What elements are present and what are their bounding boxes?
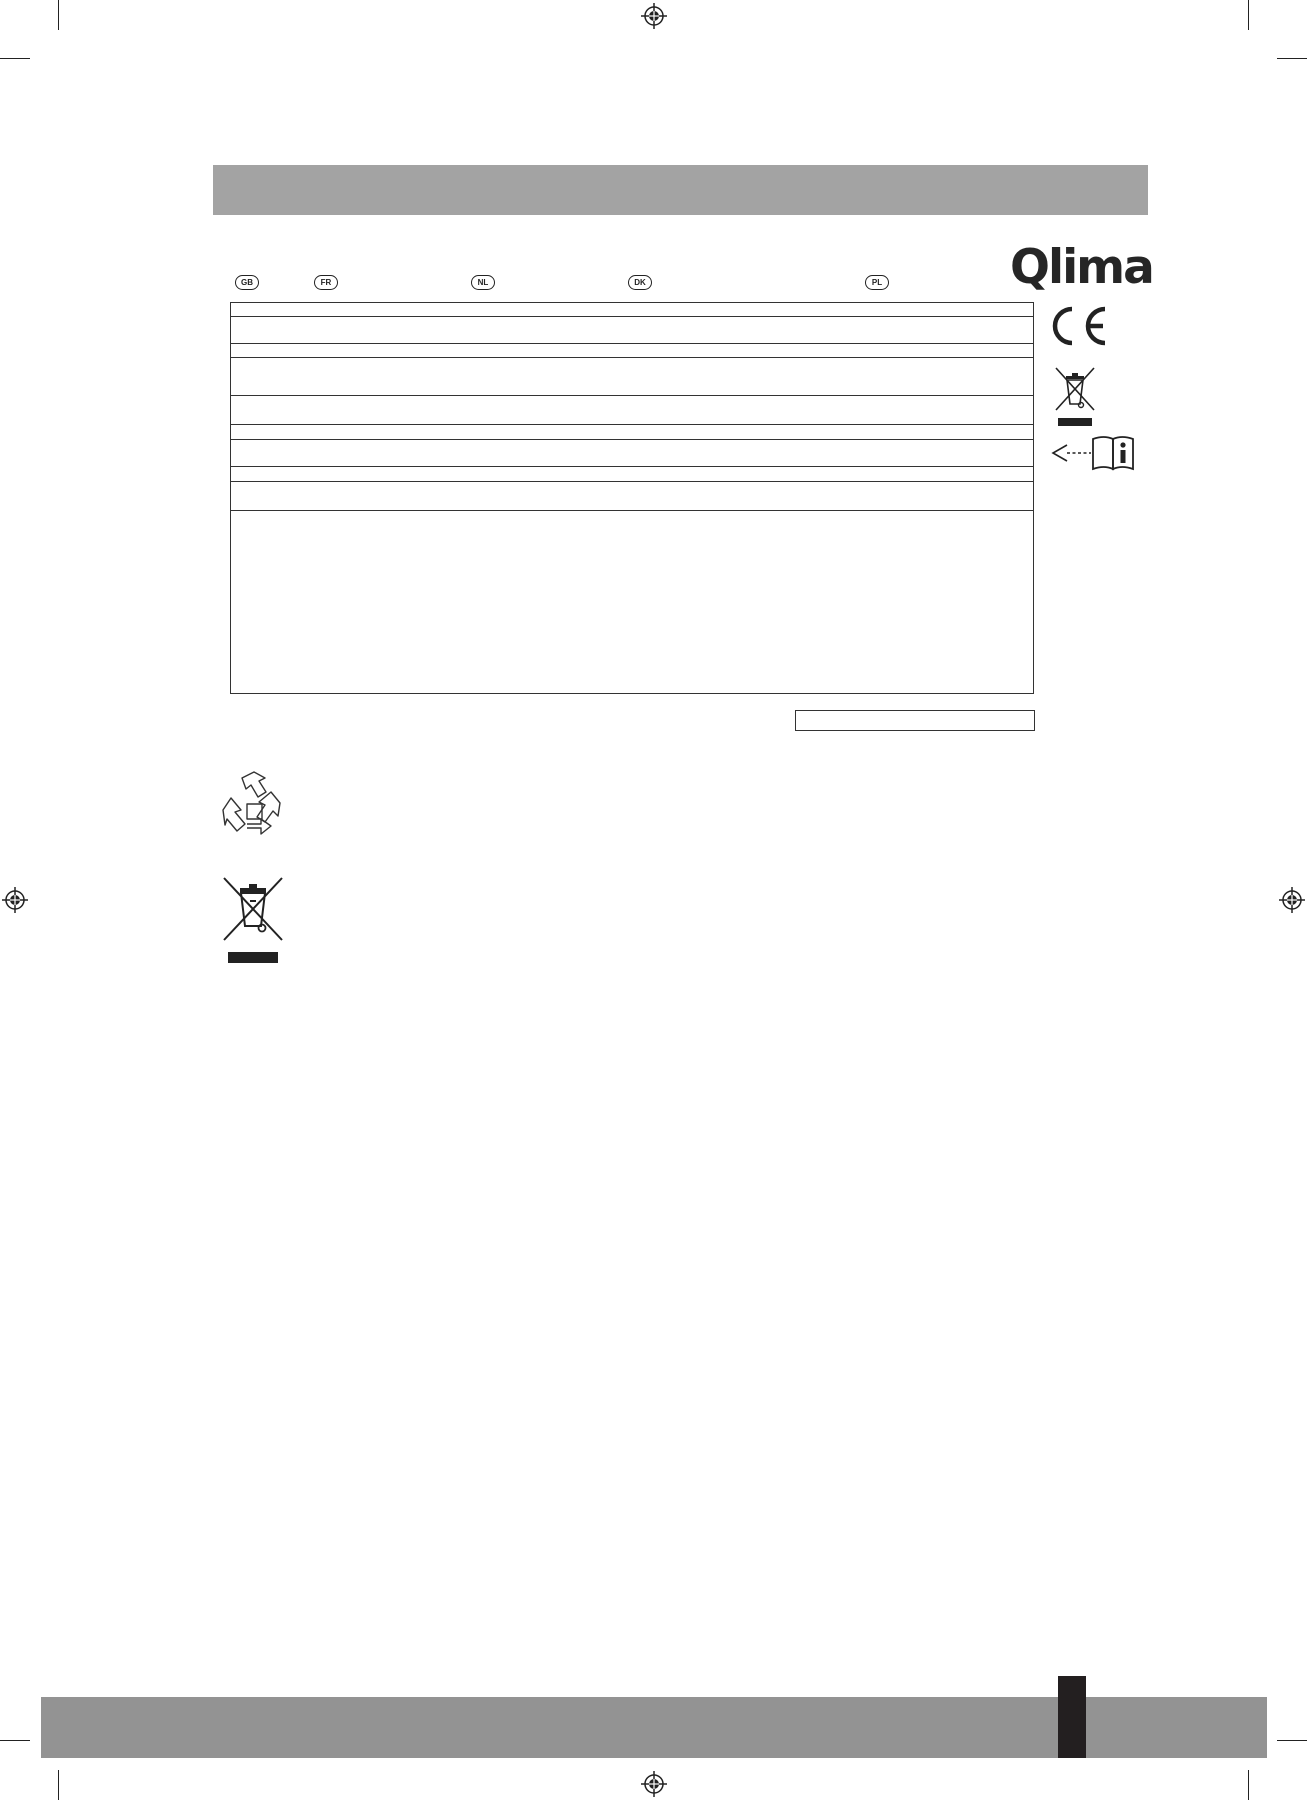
crop-mark	[1277, 58, 1307, 59]
registration-target-icon	[2, 887, 28, 913]
crossed-bin-icon	[1054, 366, 1096, 429]
registration-target-icon	[641, 1771, 667, 1797]
table-row	[231, 511, 1034, 694]
table-cell	[231, 396, 1034, 425]
table-cell	[231, 344, 1034, 358]
ce-mark-icon	[1047, 305, 1109, 347]
brand-logo: Qlima	[1010, 240, 1153, 295]
reference-box	[795, 710, 1035, 731]
crop-mark	[0, 58, 30, 59]
table-cell	[231, 467, 1034, 482]
language-badge-pl: PL	[865, 275, 889, 290]
language-badge-nl: NL	[471, 275, 495, 290]
table-row	[231, 344, 1034, 358]
table-cell	[231, 317, 1034, 344]
table-row	[231, 303, 1034, 317]
crossed-bin-icon	[222, 876, 284, 964]
crop-mark	[1277, 1740, 1307, 1741]
language-badge-fr: FR	[314, 275, 338, 290]
language-badge-gb: GB	[235, 275, 259, 290]
spec-table	[230, 302, 1034, 694]
registration-target-icon	[1279, 887, 1305, 913]
table-row	[231, 358, 1034, 396]
crop-mark	[1248, 0, 1249, 30]
table-row	[231, 440, 1034, 467]
table-cell	[231, 440, 1034, 467]
table-cell	[231, 303, 1034, 317]
registration-target-icon	[641, 3, 667, 29]
header-bar	[213, 165, 1148, 215]
crop-mark	[58, 1770, 59, 1800]
page-number-tab	[1058, 1676, 1086, 1758]
table-row	[231, 396, 1034, 425]
table-cell	[231, 511, 1034, 694]
crop-mark	[58, 0, 59, 30]
table-row	[231, 317, 1034, 344]
read-manual-icon	[1051, 433, 1139, 471]
crop-mark	[1248, 1770, 1249, 1800]
table-cell	[231, 358, 1034, 396]
table-cell	[231, 425, 1034, 440]
crop-mark	[0, 1740, 30, 1741]
language-badge-dk: DK	[628, 275, 652, 290]
recycle-icon	[221, 770, 287, 836]
table-row	[231, 482, 1034, 511]
table-row	[231, 467, 1034, 482]
table-row	[231, 425, 1034, 440]
table-cell	[231, 482, 1034, 511]
